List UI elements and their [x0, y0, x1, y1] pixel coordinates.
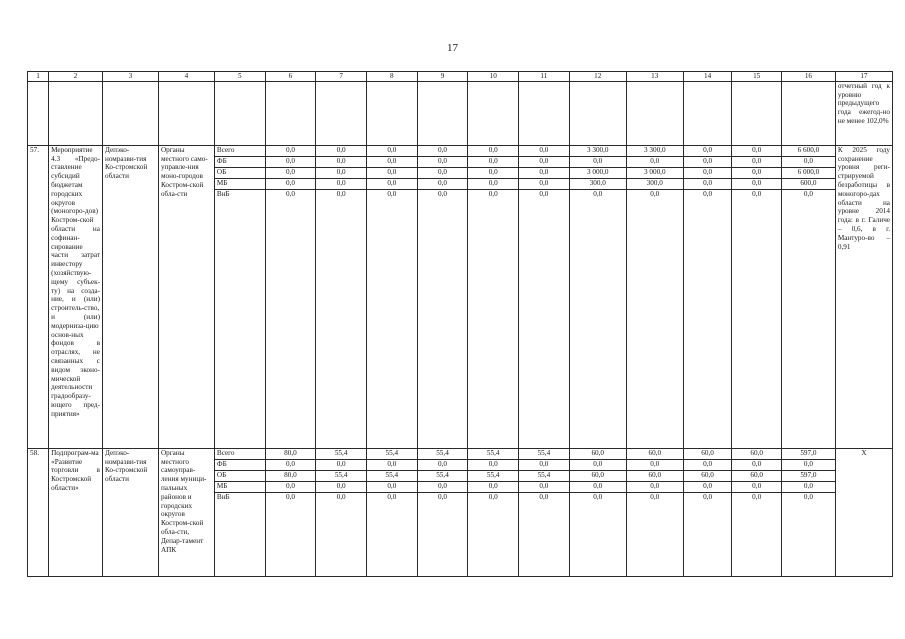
funding-value: 0,0	[316, 168, 366, 179]
column-number-header: 10	[468, 72, 519, 82]
funding-value: 0,0	[684, 157, 732, 168]
empty-cell	[569, 81, 626, 145]
empty-cell	[683, 81, 732, 145]
funding-value: 0,0	[266, 157, 316, 168]
funding-value: 0,0	[650, 492, 660, 501]
funding-value: 0,0	[367, 146, 417, 157]
funding-value: 0,0	[438, 492, 447, 501]
value-column	[366, 448, 417, 576]
funding-value: 0,0	[316, 146, 366, 157]
result-cell: К 2025 году сохранение уровня реги-стрируемой безработицы в моногоро-дах области на уровне 2014 года: в г. Галиче – 0,6, в г. Мантуро-во – 0,91	[835, 145, 892, 448]
value-column	[569, 448, 626, 576]
funding-value: 0,0	[418, 179, 468, 190]
funding-value: 55,4	[519, 449, 569, 460]
funding-value: 55,4	[316, 471, 366, 482]
funding-value: 0,0	[703, 189, 713, 198]
funding-value: 0,0	[519, 460, 569, 471]
funding-value: 0,0	[316, 460, 366, 471]
funding-value: 3 300,0	[627, 146, 683, 157]
column-number-header: 8	[366, 72, 417, 82]
funding-value: 0,0	[803, 189, 813, 198]
empty-cell	[28, 81, 49, 145]
funding-value: 0,0	[732, 157, 781, 168]
funding-value: 0,0	[782, 460, 835, 471]
executor-cell: Депэко-номразви-тия Ко-стромской области	[102, 145, 158, 448]
table-row	[28, 448, 893, 576]
funding-value: 55,4	[316, 449, 366, 460]
funding-value: 60,0	[627, 471, 683, 482]
funding-value: 0,0	[266, 146, 316, 157]
funding-value: 0,0	[336, 492, 346, 501]
funding-source-label: ФБ	[215, 460, 265, 471]
funding-value: 0,0	[488, 189, 498, 198]
funding-value: 60,0	[732, 471, 781, 482]
funding-value: 0,0	[627, 157, 683, 168]
table-row	[28, 145, 893, 448]
funding-value: 0,0	[732, 482, 781, 493]
empty-cell	[781, 81, 835, 145]
funding-value: 0,0	[468, 482, 518, 493]
funding-value: 0,0	[387, 189, 397, 198]
funding-value: 55,4	[418, 471, 468, 482]
empty-cell	[366, 81, 417, 145]
funding-value: 0,0	[803, 492, 813, 501]
value-column	[519, 448, 570, 576]
funding-value: 0,0	[593, 492, 603, 501]
funding-source-label: ОБ	[215, 471, 265, 482]
funding-value: 0,0	[418, 157, 468, 168]
column-number-header: 11	[519, 72, 570, 82]
value-column	[366, 145, 417, 448]
funding-source-label: Всего	[215, 449, 265, 460]
funding-value: 0,0	[468, 179, 518, 190]
column-number-header: 5	[214, 72, 265, 82]
row-number: 57.	[28, 145, 49, 448]
row-number: 58.	[28, 448, 49, 576]
funding-value: 0,0	[650, 189, 660, 198]
funding-value: 0,0	[732, 179, 781, 190]
funding-value: 0,0	[468, 460, 518, 471]
funding-value: 0,0	[684, 460, 732, 471]
funding-value: 0,0	[266, 179, 316, 190]
funding-value: 3 000,0	[570, 168, 626, 179]
funding-value: 0,0	[593, 189, 603, 198]
funding-value: 0,0	[316, 157, 366, 168]
funding-value: 60,0	[732, 449, 781, 460]
funding-value: 0,0	[732, 168, 781, 179]
empty-cell	[519, 81, 570, 145]
column-number-header: 7	[316, 72, 367, 82]
column-number-header: 17	[835, 72, 892, 82]
funding-value: 60,0	[627, 449, 683, 460]
funding-value: 0,0	[539, 189, 549, 198]
funding-value: 0,0	[367, 168, 417, 179]
funding-value: 55,4	[367, 471, 417, 482]
value-column	[732, 145, 782, 448]
funding-value: 0,0	[684, 179, 732, 190]
funding-value: 0,0	[316, 482, 366, 493]
header-row	[28, 72, 893, 82]
funding-value: 0,0	[367, 482, 417, 493]
funding-value: 0,0	[732, 146, 781, 157]
empty-cell	[102, 81, 158, 145]
page-number: 17	[447, 42, 458, 54]
participants-cell: Органы местного само-управле-ния моно-городов Костром-ской обла-сти	[158, 145, 214, 448]
column-number-header: 6	[265, 72, 316, 82]
funding-value: 600,0	[782, 179, 835, 190]
funding-source-label: ВнБ	[216, 189, 230, 198]
column-number-header: 3	[102, 72, 158, 82]
column-number-header: 2	[49, 72, 103, 82]
funding-value: 597,0	[782, 449, 835, 460]
funding-value: 0,0	[336, 189, 346, 198]
funding-value: 80,0	[266, 471, 316, 482]
funding-value: 0,0	[782, 482, 835, 493]
funding-source-label: ВнБ	[216, 492, 230, 501]
funding-value: 0,0	[519, 179, 569, 190]
funding-value: 0,0	[570, 482, 626, 493]
program-table	[27, 71, 893, 577]
funding-value: 55,4	[367, 449, 417, 460]
funding-value: 0,0	[418, 168, 468, 179]
empty-cell	[732, 81, 782, 145]
value-column	[781, 448, 835, 576]
empty-cell	[626, 81, 683, 145]
funding-value: 60,0	[570, 449, 626, 460]
funding-value: 0,0	[468, 146, 518, 157]
empty-cell	[214, 81, 265, 145]
executor-cell: Депэко-номразви-тия Ко-стромской области	[102, 448, 158, 576]
empty-cell	[49, 81, 103, 145]
value-column	[316, 145, 367, 448]
column-number-header: 4	[158, 72, 214, 82]
value-column	[519, 145, 570, 448]
value-column	[683, 145, 732, 448]
funding-value: 0,0	[684, 168, 732, 179]
funding-value: 0,0	[570, 460, 626, 471]
funding-value: 0,0	[732, 460, 781, 471]
column-number-header: 13	[626, 72, 683, 82]
value-column	[732, 448, 782, 576]
empty-cell	[265, 81, 316, 145]
funding-value: 0,0	[684, 482, 732, 493]
value-column	[265, 145, 316, 448]
funding-value: 0,0	[519, 146, 569, 157]
value-column	[265, 448, 316, 576]
measure-name: Мероприятие 4.3 «Предо-ставление субсидий бюджетам городских округов (моногоро-дов) Костром-ской области на софинан-сирование части затрат инвестору (хозяйствую-щему субъек-ту) на созда-ние, и (или) строитель-ство, и (или) модерниза-цию основ-ных фондов в отраслях, не связанных с видом эконо-мической деятельности градообразу-ющего пред-приятия»	[49, 145, 103, 448]
funding-value: 0,0	[752, 189, 762, 198]
funding-value: 0,0	[468, 168, 518, 179]
funding-value: 0,0	[570, 157, 626, 168]
empty-cell	[417, 81, 468, 145]
value-column	[626, 448, 683, 576]
funding-value: 0,0	[266, 460, 316, 471]
funding-source-label: Всего	[215, 146, 265, 157]
funding-value: 55,4	[418, 449, 468, 460]
continuation-row	[28, 81, 893, 145]
result-cell: Х	[835, 448, 892, 576]
funding-value: 0,0	[418, 482, 468, 493]
funding-value: 0,0	[488, 492, 498, 501]
column-number-header: 14	[683, 72, 732, 82]
funding-value: 0,0	[752, 492, 762, 501]
funding-source-label: ОБ	[215, 168, 265, 179]
funding-value: 0,0	[539, 492, 549, 501]
funding-value: 0,0	[266, 168, 316, 179]
funding-value: 0,0	[782, 157, 835, 168]
funding-value: 3 300,0	[570, 146, 626, 157]
column-number-header: 1	[28, 72, 49, 82]
funding-value: 0,0	[519, 157, 569, 168]
funding-value: 0,0	[387, 492, 397, 501]
value-column	[626, 145, 683, 448]
funding-value: 0,0	[627, 460, 683, 471]
funding-value: 0,0	[684, 146, 732, 157]
empty-cell	[468, 81, 519, 145]
funding-value: 0,0	[367, 460, 417, 471]
value-column	[417, 145, 468, 448]
funding-value: 0,0	[367, 179, 417, 190]
funding-value: 60,0	[684, 471, 732, 482]
funding-value: 55,4	[468, 449, 518, 460]
funding-value: 55,4	[468, 471, 518, 482]
funding-source-label: МБ	[215, 179, 265, 190]
funding-value: 0,0	[316, 179, 366, 190]
funding-value: 0,0	[418, 460, 468, 471]
funding-sources	[214, 448, 265, 576]
value-column	[417, 448, 468, 576]
funding-value: 0,0	[266, 482, 316, 493]
funding-value: 300,0	[627, 179, 683, 190]
funding-value: 0,0	[285, 189, 295, 198]
value-column	[683, 448, 732, 576]
funding-value: 597,0	[782, 471, 835, 482]
value-column	[316, 448, 367, 576]
measure-name: Подпрограм-ма «Развитие торговли в Костромской области»	[49, 448, 103, 576]
funding-value: 60,0	[570, 471, 626, 482]
continued-result-cell: отчетный год к уровню предыдущего года ежегод-но не менее 102,0%	[835, 81, 892, 145]
funding-value: 0,0	[438, 189, 447, 198]
funding-source-label: МБ	[215, 482, 265, 493]
funding-value: 0,0	[285, 492, 295, 501]
funding-value: 0,0	[519, 482, 569, 493]
funding-value: 0,0	[703, 492, 713, 501]
funding-source-label: ФБ	[215, 157, 265, 168]
funding-value: 80,0	[266, 449, 316, 460]
funding-value: 6 600,0	[782, 146, 835, 157]
funding-sources	[214, 145, 265, 448]
value-column	[781, 145, 835, 448]
participants-cell: Органы местного самоуправ-ления муници-пальных районов и городских округов Костром-ской обла-сти, Депар-тамент АПК	[158, 448, 214, 576]
column-number-header: 9	[417, 72, 468, 82]
funding-value: 60,0	[684, 449, 732, 460]
funding-value: 3 000,0	[627, 168, 683, 179]
funding-value: 6 000,0	[782, 168, 835, 179]
value-column	[468, 448, 519, 576]
funding-value: 0,0	[519, 168, 569, 179]
funding-value: 55,4	[519, 471, 569, 482]
funding-value: 300,0	[570, 179, 626, 190]
column-number-header: 15	[732, 72, 782, 82]
funding-value: 0,0	[468, 157, 518, 168]
column-number-header: 12	[569, 72, 626, 82]
funding-value: 0,0	[627, 482, 683, 493]
funding-value: 0,0	[367, 157, 417, 168]
column-number-header: 16	[781, 72, 835, 82]
empty-cell	[316, 81, 367, 145]
value-column	[569, 145, 626, 448]
empty-cell	[158, 81, 214, 145]
funding-value: 0,0	[418, 146, 468, 157]
value-column	[468, 145, 519, 448]
